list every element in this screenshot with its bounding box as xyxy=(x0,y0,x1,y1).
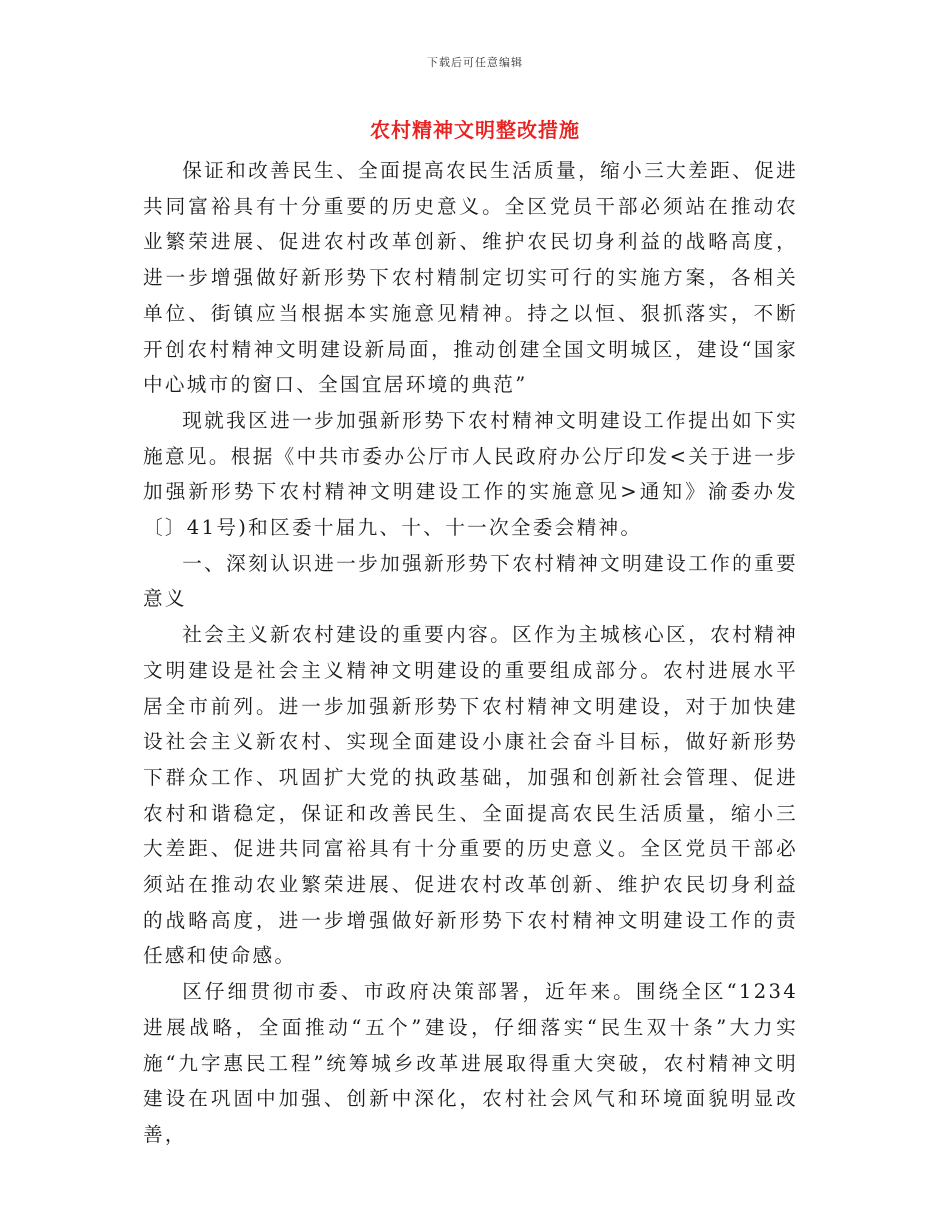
body-paragraph: 区仔细贯彻市委、市政府决策部署，近年来。围绕全区“1234进展战略，全面推动“五个”建设，仔细落实“民生双十条”大力实施“九字惠民工程”统筹城乡改革进展取得重大突破，农村精神文明建设在巩固中加强、创新中深化，农村社会风气和环境面貌明显改善， xyxy=(143,980,798,1146)
section-heading: 一、深刻认识进一步加强新形势下农村精神文明建设工作的重要意义 xyxy=(143,551,798,611)
page-header-note: 下载后可任意编辑 xyxy=(427,56,523,69)
document-body xyxy=(143,153,798,1153)
body-paragraph: 现就我区进一步加强新形势下农村精神文明建设工作提出如下实施意见。根据《中共市委办公厅市人民政府办公厅印发<关于进一步加强新形势下农村精神文明建设工作的实施意见>通知》渝委办发〔〕41号)和区委十届九、十、十一次全委会精神。 xyxy=(143,408,798,540)
document-title: 农村精神文明整改措施 xyxy=(370,118,580,142)
body-paragraph: 保证和改善民生、全面提高农民生活质量，缩小三大差距、促进共同富裕具有十分重要的历史意义。全区党员干部必须站在推动农业繁荣进展、促进农村改革创新、维护农民切身利益的战略高度，进一步增强做好新形势下农村精制定切实可行的实施方案，各相关单位、街镇应当根据本实施意见精神。持之以恒、狠抓落实，不断开创农村精神文明建设新局面，推动创建全国文明城区，建设“国家中心城市的窗口、全国宜居环境的典范” xyxy=(143,159,798,397)
body-paragraph: 社会主义新农村建设的重要内容。区作为主城核心区，农村精神文明建设是社会主义精神文明建设的重要组成部分。农村进展水平居全市前列。进一步加强新形势下农村精神文明建设，对于加快建设社会主义新农村、实现全面建设小康社会奋斗目标，做好新形势下群众工作、巩固扩大党的执政基础，加强和创新社会管理、促进农村和谐稳定，保证和改善民生、全面提高农民生活质量，缩小三大差距、促进共同富裕具有十分重要的历史意义。全区党员干部必须站在推动农业繁荣进展、促进农村改革创新、维护农民切身利益的战略高度，进一步增强做好新形势下农村精神文明建设工作的责任感和使命感。 xyxy=(143,623,798,968)
